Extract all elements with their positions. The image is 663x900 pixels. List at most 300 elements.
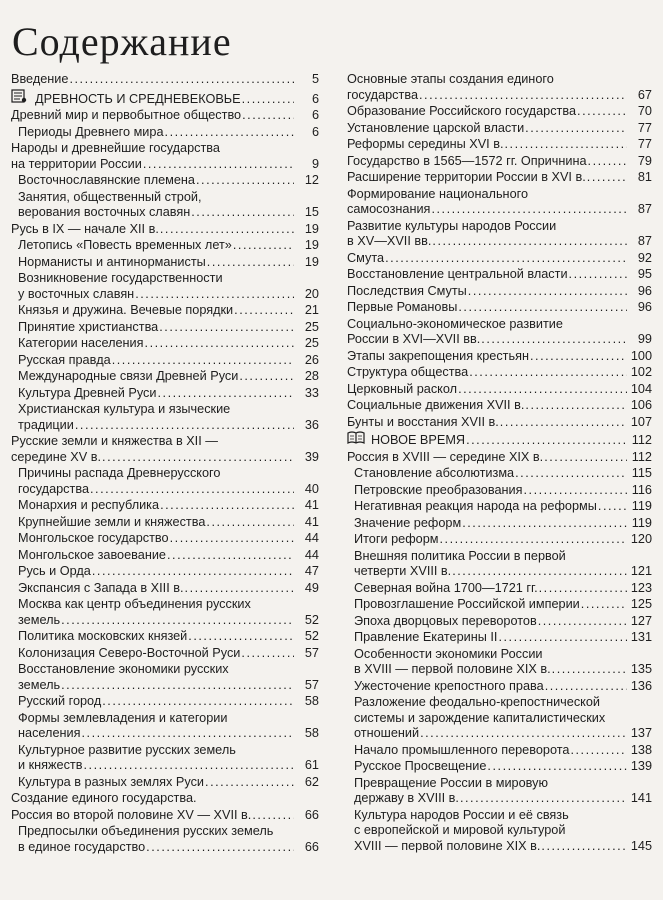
- toc-page-number: 57: [304, 677, 319, 692]
- toc-page-number: 28: [304, 369, 319, 383]
- dot-leader: [581, 597, 627, 613]
- toc-entry-text: Начало промышленного переворота: [354, 742, 570, 757]
- toc-entry-text: НОВОЕ ВРЕМЯ: [371, 433, 466, 447]
- toc-entry: [8, 336, 319, 352]
- toc-page-number: 106: [630, 398, 652, 412]
- toc-entry-text: Москва как центр объединения русских: [18, 597, 251, 611]
- dot-leader: [570, 743, 627, 759]
- dot-leader: [146, 840, 294, 856]
- toc-entry: [8, 320, 319, 336]
- toc-entry: [344, 450, 652, 466]
- toc-entry: [344, 267, 652, 283]
- dot-leader: [112, 353, 294, 369]
- dot-leader: [468, 284, 627, 300]
- toc-entry: [344, 398, 652, 414]
- toc-entry-text: Превращение России в мировую: [354, 775, 548, 790]
- dot-leader: [487, 759, 627, 775]
- dot-leader: [92, 564, 294, 580]
- dot-leader: [102, 694, 294, 710]
- dot-leader: [83, 758, 294, 774]
- toc-page-number: 49: [304, 580, 319, 595]
- toc-page-number: 25: [304, 336, 319, 350]
- toc-entry-text: Провозглашение Российской империи: [354, 597, 580, 611]
- toc-page-number: 41: [304, 498, 319, 512]
- toc-entry: [8, 173, 319, 189]
- toc-entry: [344, 516, 652, 532]
- toc-entry-text: ДРЕВНОСТЬ И СРЕДНЕВЕКОВЬЕ: [35, 91, 241, 106]
- dot-leader: [541, 839, 627, 855]
- toc-page-number: 58: [304, 726, 319, 740]
- toc-entry-text: Ужесточение крепостного права: [354, 678, 544, 693]
- toc-entry: [8, 531, 319, 547]
- dot-leader: [61, 613, 294, 629]
- toc-entry-text: Расширение территории России в XVI в.: [347, 170, 586, 184]
- toc-entry: [8, 402, 319, 433]
- toc-page-number: 62: [304, 774, 319, 789]
- dot-leader: [165, 125, 294, 141]
- dot-leader: [598, 499, 627, 515]
- toc-entry-text: Смута: [347, 250, 385, 265]
- toc-entry: [344, 581, 652, 597]
- toc-entry: [344, 808, 652, 855]
- dot-leader: [460, 791, 627, 807]
- toc-entry: [344, 300, 652, 316]
- toc-entry-text: Развитие культуры народов России: [347, 218, 557, 233]
- toc-page-number: 131: [630, 630, 652, 644]
- toc-entry: [344, 72, 652, 103]
- toc-page-number: 137: [630, 726, 652, 740]
- toc-page-number: 116: [631, 482, 652, 497]
- toc-entry-text: Занятия, общественный строй,: [18, 189, 202, 204]
- dot-leader: [191, 205, 294, 221]
- toc-entry-text: в XV—XVII вв.: [347, 234, 432, 248]
- toc-entry-text: Возникновение государственности: [18, 271, 223, 285]
- toc-entry: [8, 386, 319, 402]
- toc-entry: [344, 499, 652, 515]
- toc-entry-text: Церковный раскол: [347, 381, 458, 396]
- toc-entry-text: Крупнейшие земли и княжества: [18, 514, 206, 529]
- toc-page-number: 19: [304, 221, 319, 236]
- toc-page-number: 21: [304, 303, 319, 317]
- toc-page-number: 100: [630, 348, 652, 363]
- toc-entry-text: середине XV в.: [11, 449, 102, 464]
- dot-leader: [207, 255, 294, 271]
- toc-entry: [8, 369, 319, 385]
- toc-page-number: 26: [304, 352, 319, 367]
- toc-entry: [344, 349, 652, 365]
- toc-page-number: 5: [311, 72, 319, 86]
- toc-entry-text: самосознания: [347, 202, 431, 216]
- toc-entry-text: в XVIII — первой половине XIX в.: [354, 662, 551, 676]
- toc-entry: [344, 679, 652, 695]
- toc-page-number: 19: [304, 254, 319, 269]
- toc-entry-text: Петровские преобразования: [354, 482, 523, 497]
- toc-page-number: 99: [637, 332, 652, 346]
- toc-entry: [8, 646, 319, 662]
- dot-leader: [498, 630, 627, 646]
- toc-page-number: 66: [304, 807, 319, 822]
- dot-leader: [569, 267, 627, 283]
- toc-entry-text: Периоды Древнего мира: [18, 124, 164, 139]
- toc-entry-text: Монархия и республика: [18, 498, 160, 512]
- toc-entry-text: Установление царской власти: [347, 120, 525, 135]
- toc-entry: [8, 694, 319, 710]
- toc-page-number: 112: [631, 449, 652, 464]
- toc-entry-text: XVIII — первой половине XIX в.: [354, 838, 541, 853]
- toc-entry: [344, 614, 652, 630]
- toc-entry: [8, 824, 319, 855]
- toc-entry-text: Эпоха дворцовых переворотов: [354, 613, 537, 628]
- toc-entry-text: и княжеств: [18, 758, 83, 772]
- dot-leader: [458, 382, 627, 398]
- toc-entry: [8, 255, 319, 271]
- toc-entry: [344, 630, 652, 646]
- toc-page-number: 138: [630, 742, 652, 757]
- toc-page-number: 135: [630, 662, 652, 676]
- toc-entry-text: Экспансия с Запада в XIII в.: [18, 580, 184, 595]
- toc-page-number: 121: [630, 564, 652, 578]
- toc-entry-text: Создание единого государства.: [11, 791, 197, 805]
- toc-entry-text: Особенности экономики России: [354, 646, 543, 661]
- toc-entry: [8, 303, 319, 319]
- toc-entry-text: земель: [18, 677, 61, 692]
- toc-entry-text: Структура общества: [347, 365, 469, 379]
- toc-entry-text: Первые Романовы: [347, 300, 458, 314]
- dot-leader: [157, 386, 294, 402]
- toc-entry: [8, 108, 319, 124]
- toc-page-number: 107: [630, 414, 652, 429]
- toc-entry: [344, 695, 652, 742]
- toc-entry-text: России в XVI—XVII вв.: [347, 332, 481, 346]
- toc-entry: [8, 564, 319, 580]
- toc-entry-text: Основные этапы создания единого: [347, 72, 554, 86]
- toc-page-number: 67: [637, 87, 652, 102]
- toc-entry-text: в единое государство: [18, 839, 146, 854]
- dot-leader: [530, 349, 627, 365]
- toc-entry-text: Восстановление экономики русских: [18, 662, 229, 676]
- toc-entry-text: системы и зарождение капиталистических: [354, 710, 606, 725]
- toc-entry-text: Культура народов России и её связь: [354, 807, 569, 822]
- toc-page-number: 125: [630, 597, 652, 611]
- toc-page-number: 81: [637, 170, 652, 184]
- toc-entry-text: Становление абсолютизма: [354, 466, 515, 480]
- toc-page-number: 77: [637, 137, 652, 151]
- toc-entry-text: государства: [18, 481, 89, 496]
- toc-entry: [8, 808, 319, 824]
- toc-entry-text: Россия в XVIII — середине XIX в.: [347, 449, 544, 464]
- toc-page-number: 57: [304, 645, 319, 660]
- toc-page-number: 25: [304, 319, 319, 334]
- dot-leader: [588, 154, 627, 170]
- toc-page-number: 61: [304, 758, 319, 772]
- toc-page-number: 40: [304, 481, 319, 496]
- toc-right-column: [344, 72, 652, 854]
- toc-page-number: 112: [631, 433, 652, 447]
- toc-entry-text: Политика московских князей: [18, 629, 188, 643]
- toc-entry-text: Восточнославянские племена: [18, 173, 195, 187]
- dot-leader: [239, 369, 294, 385]
- book-icon: [347, 431, 363, 444]
- toc-entry-text: Северная война 1700—1721 гг.: [354, 580, 538, 595]
- toc-page-number: 6: [311, 124, 319, 139]
- toc-entry-text: Итоги реформ: [354, 532, 439, 546]
- toc-entry-text: Культура в разных землях Руси: [18, 774, 205, 789]
- toc-entry: [8, 222, 319, 238]
- toc-entry-text: Внешняя политика России в первой: [354, 548, 566, 563]
- toc-entry-text: Русские земли и княжества в XII —: [11, 434, 218, 448]
- toc-entry: [344, 154, 652, 170]
- toc-entry: [8, 515, 319, 531]
- toc-entry-text: Русская правда: [18, 352, 111, 367]
- toc-page-number: 47: [304, 564, 319, 578]
- dot-leader: [538, 614, 627, 630]
- dot-leader: [69, 72, 294, 88]
- toc-page-number: 77: [637, 120, 652, 135]
- dot-leader: [431, 202, 627, 218]
- toc-entry-text: Монгольское государство: [18, 531, 169, 545]
- dot-leader: [577, 104, 627, 120]
- toc-page-number: 119: [631, 515, 652, 530]
- toc-entry: [8, 629, 319, 645]
- dot-leader: [205, 775, 294, 791]
- toc-page-number: 6: [311, 91, 319, 106]
- toc-entry: [8, 548, 319, 564]
- toc-entry-text: с европейской и мировой культурой: [354, 823, 566, 837]
- page-title: Содержание: [12, 19, 232, 64]
- dot-leader: [242, 108, 294, 124]
- toc-entry-text: Летопись «Повесть временных лет»: [18, 238, 232, 252]
- toc-entry-text: Категории населения: [18, 336, 144, 350]
- toc-entry: [344, 317, 652, 348]
- toc-entry: [344, 104, 652, 120]
- toc-page-number: 39: [304, 449, 319, 464]
- dot-leader: [242, 92, 294, 108]
- dot-leader: [452, 564, 627, 580]
- toc-entry-text: Правление Екатерины II: [354, 630, 498, 644]
- toc-entry: [8, 581, 319, 597]
- toc-entry-text: государства: [347, 87, 418, 102]
- dot-leader: [552, 662, 627, 678]
- toc-entry: [8, 190, 319, 221]
- toc-entry-text: Причины распада Древнерусского: [18, 466, 221, 480]
- toc-entry: [8, 791, 319, 807]
- toc-entry-text: Формирование национального: [347, 186, 529, 201]
- toc-entry-text: на территории России: [11, 156, 142, 171]
- dot-leader: [233, 238, 294, 254]
- toc-page-number: 70: [637, 104, 652, 118]
- dot-leader: [145, 336, 294, 352]
- toc-entry: [344, 251, 652, 267]
- toc-entry: [344, 284, 652, 300]
- toc-entry-text: Русский город: [18, 694, 102, 708]
- dot-leader: [234, 303, 294, 319]
- toc-entry: [8, 775, 319, 791]
- toc-page-number: 79: [637, 153, 652, 168]
- toc-entry-text: Бунты и восстания XVII в.: [347, 414, 499, 429]
- toc-left-column: [8, 72, 319, 855]
- dot-leader: [206, 515, 294, 531]
- toc-entry-text: Принятие христианства: [18, 319, 159, 334]
- toc-entry: [8, 125, 319, 141]
- toc-entry: [344, 382, 652, 398]
- toc-entry-text: Князья и дружина. Вечевые порядки: [18, 303, 234, 317]
- toc-entry-text: земель: [18, 612, 61, 627]
- toc-entry-text: Русь и Орда: [18, 564, 91, 578]
- toc-entry: [344, 776, 652, 807]
- dot-leader: [439, 532, 627, 548]
- toc-entry-text: Международные связи Древней Руси: [18, 369, 239, 383]
- toc-entry-text: верования восточных славян: [18, 205, 191, 219]
- dot-leader: [525, 398, 627, 414]
- toc-entry-text: Культурное развитие русских земель: [18, 742, 236, 757]
- toc-page-number: 15: [304, 205, 319, 219]
- toc-entry: [344, 170, 652, 186]
- dot-leader: [523, 483, 627, 499]
- toc-page-number: 19: [304, 238, 319, 252]
- toc-entry-text: Формы землевладения и категории: [18, 710, 228, 725]
- toc-page-number: 12: [304, 173, 319, 187]
- dot-leader: [185, 581, 294, 597]
- toc-page-number: 115: [631, 466, 652, 480]
- toc-entry-text: Русь в IX — начале XII в.: [11, 221, 159, 236]
- dot-leader: [143, 157, 294, 173]
- toc-page-number: 139: [630, 759, 652, 773]
- toc-entry-text: у восточных славян: [18, 286, 135, 301]
- toc-entry-text: Монгольское завоевание: [18, 547, 166, 562]
- toc-entry: [344, 483, 652, 499]
- toc-entry: [344, 365, 652, 381]
- toc-page-number: 58: [304, 694, 319, 708]
- dot-leader: [75, 418, 294, 434]
- toc-page-number: 92: [637, 250, 652, 265]
- toc-entry: [344, 549, 652, 580]
- toc-entry-text: Социально-экономическое развитие: [347, 316, 563, 331]
- dot-leader: [544, 450, 627, 466]
- toc-page-number: 44: [304, 531, 319, 545]
- toc-page-number: 66: [304, 839, 319, 854]
- dot-leader: [420, 726, 627, 742]
- toc-page-number: 141: [630, 791, 652, 805]
- dot-leader: [167, 548, 294, 564]
- toc-page-number: 20: [304, 286, 319, 301]
- dot-leader: [61, 678, 294, 694]
- dot-leader: [90, 482, 294, 498]
- toc-entry: [8, 434, 319, 465]
- toc-page-number: 44: [304, 547, 319, 562]
- toc-section-heading: [344, 431, 652, 449]
- toc-entry-text: Социальные движения XVII в.: [347, 398, 525, 412]
- toc-entry-text: отношений: [354, 726, 420, 740]
- toc-entry: [344, 121, 652, 137]
- toc-entry: [344, 137, 652, 153]
- toc-entry-text: Норманисты и антинорманисты: [18, 254, 206, 269]
- toc-entry: [344, 187, 652, 218]
- toc-entry-text: державу в XVIII в.: [354, 791, 459, 805]
- toc-page-number: 52: [304, 629, 319, 643]
- dot-leader: [515, 466, 627, 482]
- toc-entry: [8, 141, 319, 172]
- toc-entry-text: Россия во второй половине XV — XVII в.: [11, 807, 252, 822]
- toc-entry-text: Культура Древней Руси: [18, 385, 157, 400]
- toc-entry: [8, 271, 319, 302]
- dot-leader: [505, 137, 628, 153]
- toc-entry-text: Введение: [11, 72, 69, 86]
- dot-leader: [81, 726, 294, 742]
- dot-leader: [160, 498, 294, 514]
- toc-entry: [8, 72, 319, 88]
- toc-entry: [8, 238, 319, 254]
- toc-entry: [344, 597, 652, 613]
- toc-page-number: 136: [630, 678, 652, 693]
- toc-page-number: 41: [304, 514, 319, 529]
- toc-entry-text: Разложение феодально-крепостнической: [354, 695, 601, 709]
- toc-entry: [344, 466, 652, 482]
- toc-page-number: 33: [304, 385, 319, 400]
- toc-page-number: 9: [311, 156, 319, 171]
- toc-page-number: 52: [304, 612, 319, 627]
- dot-leader: [432, 234, 627, 250]
- dot-leader: [196, 173, 294, 189]
- dot-leader: [170, 531, 294, 547]
- toc-page-number: 96: [637, 300, 652, 314]
- dot-leader: [466, 433, 627, 449]
- dot-leader: [188, 629, 294, 645]
- dot-leader: [539, 581, 627, 597]
- dot-leader: [458, 300, 627, 316]
- toc-page-number: 145: [630, 838, 652, 853]
- toc-entry-text: Древний мир и первобытное общество: [11, 108, 242, 122]
- toc-entry: [8, 353, 319, 369]
- dot-leader: [419, 88, 627, 104]
- dot-leader: [545, 679, 627, 695]
- dot-leader: [481, 332, 627, 348]
- toc-entry-text: Русское Просвещение: [354, 759, 487, 773]
- toc-entry: [8, 743, 319, 774]
- toc-entry-text: Государство в 1565—1572 гг. Опричнина: [347, 153, 587, 168]
- toc-entry: [8, 662, 319, 693]
- toc-entry-text: Образование Российского государства: [347, 104, 577, 118]
- toc-entry: [344, 759, 652, 775]
- toc-entry-text: Этапы закрепощения крестьян: [347, 348, 529, 363]
- dot-leader: [500, 415, 627, 431]
- toc-entry: [344, 532, 652, 548]
- toc-entry-text: Колонизация Северо-Восточной Руси: [18, 645, 241, 660]
- toc-page-number: 120: [630, 532, 652, 546]
- dot-leader: [102, 450, 294, 466]
- toc-page-number: 127: [630, 613, 652, 628]
- toc-entry-text: Реформы середины XVI в.: [347, 137, 504, 151]
- toc-entry: [344, 415, 652, 431]
- dot-leader: [252, 808, 294, 824]
- toc-entry-text: Христианская культура и языческие: [18, 402, 231, 416]
- toc-entry: [8, 498, 319, 514]
- toc-entry-text: четверти XVIII в.: [354, 564, 452, 578]
- scroll-icon: [11, 89, 27, 102]
- toc-entry-text: Последствия Смуты: [347, 283, 467, 298]
- toc-entry-text: Предпосылки объединения русских земель: [18, 824, 274, 838]
- dot-leader: [159, 320, 294, 336]
- toc-entry: [344, 219, 652, 250]
- toc-page-number: 104: [630, 381, 652, 396]
- toc-entry: [8, 597, 319, 628]
- dot-leader: [385, 251, 627, 267]
- toc-page-number: 102: [630, 365, 652, 379]
- dot-leader: [241, 646, 294, 662]
- toc-section-heading: [8, 89, 319, 108]
- toc-page-number: 87: [637, 234, 652, 248]
- dot-leader: [469, 365, 627, 381]
- toc-page-number: 6: [311, 108, 319, 122]
